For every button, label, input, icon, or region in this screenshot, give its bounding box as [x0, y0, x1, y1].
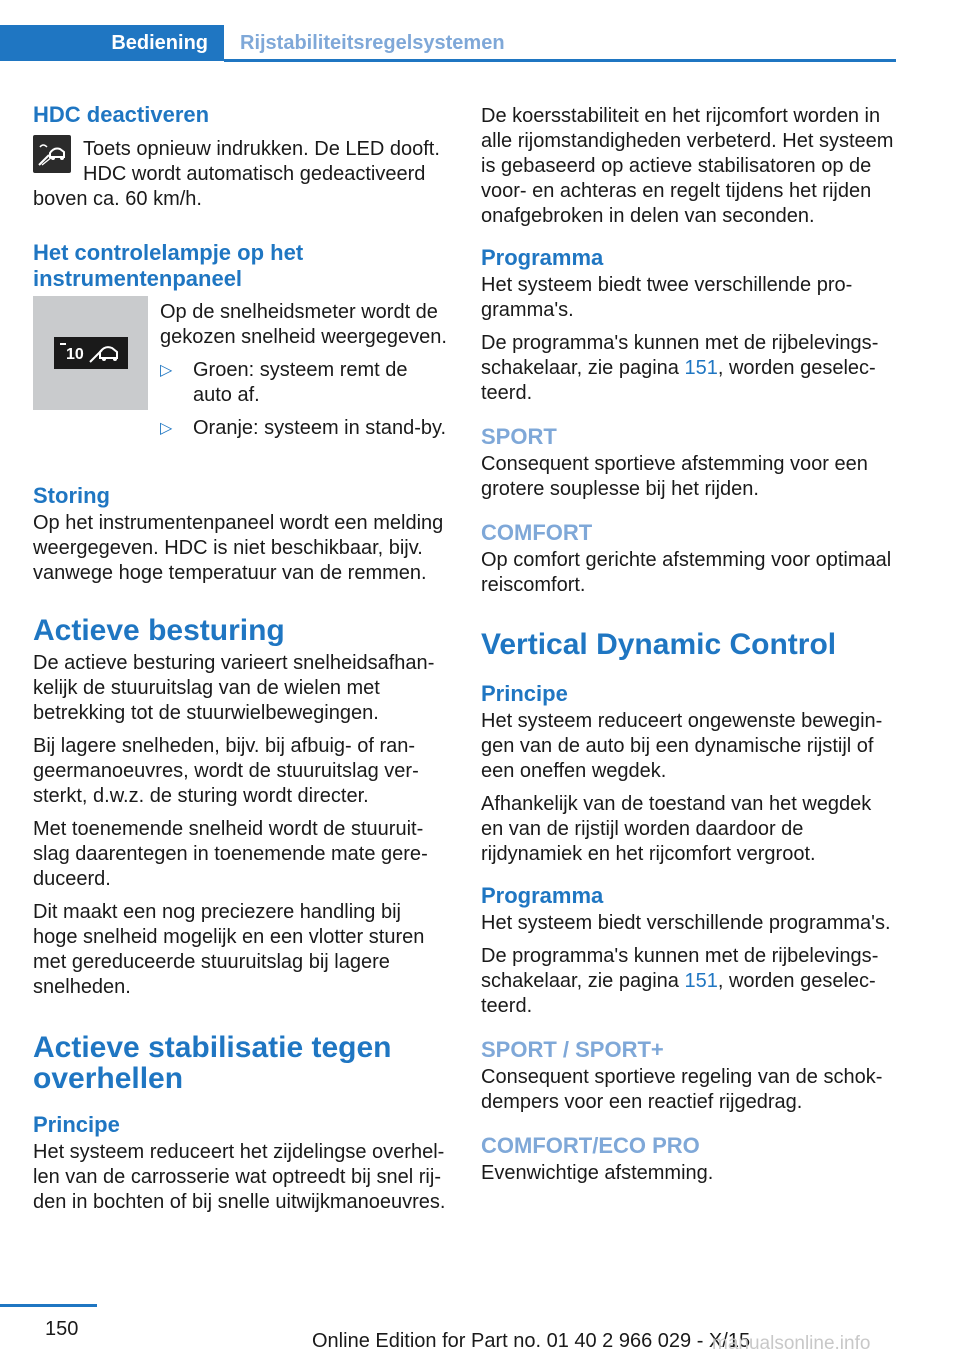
- actieve-stabilisatie-text: Het systeem reduceert het zijdelingse overhellen van de carrosserie wat optreedt bij snel rijden in bochten of bij snelle uitwijkmanoeuvres.: [33, 1141, 446, 1213]
- storing-text: Op het instrumentenpaneel wordt een melding weergegeven. HDC is niet beschikbaar, bijv. vanwege hoge temperatuur van de remmen.: [33, 512, 444, 584]
- vdc-principe-heading: Principe: [481, 681, 568, 706]
- watermark-text: manualsonline.info: [712, 1333, 871, 1354]
- edition-text: Online Edition for Part no. 01 40 2 966 029 - X/15: [312, 1330, 751, 1352]
- triangle-bullet-icon: ▷: [160, 420, 173, 437]
- hdc-button-icon: [33, 135, 71, 173]
- page-link-151[interactable]: 151: [684, 970, 718, 992]
- header-divider: [224, 59, 896, 62]
- speedometer-indicator-image: [33, 296, 148, 410]
- comfort-eco-pro-text: Evenwichtige afstemming.: [481, 1162, 714, 1184]
- actieve-besturing-p4: Dit maakt een nog preciezere handling bij hoge snelheid mogelijk en een vlotter sturen met gereduceerde stuuruitslag bij lagere snelheden.: [33, 901, 425, 998]
- hdc-deactivate-heading: HDC deactiveren: [33, 102, 210, 127]
- stabilisation-intro: De koersstabiliteit en het rijcomfort worden in alle rijomstandigheden verbeterd. Het systeem is gebaseerd op actieve stabilisatoren op de voor- en achteras en regelt tijdens het rijden onafgebroken in delen van seconden.: [481, 105, 894, 227]
- programma-text-2: Het systeem biedt verschillende programma's.: [481, 912, 891, 934]
- hdc-indicator-lamp: [54, 337, 128, 369]
- vdc-text-2: Afhankelijk van de toestand van het wegdek en van de rijstijl worden daardoor de rijdynamiek en het rijcomfort vergroot.: [481, 793, 872, 865]
- vertical-dynamic-control-heading: Vertical Dynamic Control: [481, 628, 837, 661]
- actieve-besturing-p3: Met toenemende snelheid wordt de stuuruitslag daarentegen in toenemende mate gereduceerd.: [33, 818, 428, 890]
- programma-heading-1: Programma: [481, 245, 604, 270]
- comfort-heading: COMFORT: [481, 520, 593, 545]
- actieve-besturing-heading: Actieve besturing: [33, 614, 285, 647]
- footer-divider: [0, 1304, 97, 1307]
- actieve-stabilisatie-heading: Actieve stabilisatie tegen overhellen: [33, 1031, 392, 1095]
- page-link-151[interactable]: 151: [684, 357, 718, 379]
- sport-plus-heading: SPORT / SPORT+: [481, 1037, 664, 1062]
- indicator-lamp-heading: Het controlelampje op het instrumentenpaneel: [33, 240, 304, 291]
- actieve-besturing-p1: De actieve besturing varieert snelheidsafhankelijk de stuuruitslag van de wielen met betrekking tot de stuurwielbewegingen.: [33, 652, 435, 724]
- comfort-text: Op comfort gerichte afstemming voor optimaal reiscomfort.: [481, 549, 892, 596]
- right-column: [481, 100, 895, 1194]
- programma-text-1: Het systeem biedt twee verschillende programma's.: [481, 274, 853, 321]
- list-item: ▷ Oranje: systeem in stand-by.: [160, 417, 447, 439]
- tab-rijstabiliteitsregelsystemen[interactable]: Rijstabiliteitsregelsystemen: [240, 32, 505, 54]
- left-column: [33, 100, 447, 1223]
- actieve-stabilisatie-principe: Principe: [33, 1112, 120, 1137]
- list-item: ▷ Groen: systeem remt de auto af.: [160, 359, 408, 406]
- tab-bediening[interactable]: Bediening: [0, 25, 224, 61]
- programma-reference-1: De programma's kunnen met de rijbelevingsschakelaar, zie pagina 151, worden geselecteerd.: [481, 332, 879, 404]
- hdc-deactivate-text: Toets opnieuw indrukken. De LED dooft. HDC wordt automatisch gedeactiveerd boven ca. 60 km/h.: [33, 138, 440, 210]
- sport-text: Consequent sportieve afstemming voor een grotere souplesse bij het rijden.: [481, 453, 868, 500]
- sport-heading: SPORT: [481, 424, 557, 449]
- sport-plus-text: Consequent sportieve regeling van de schokdempers voor een reactief rijgedrag.: [481, 1066, 883, 1113]
- programma-reference-2: De programma's kunnen met de rijbelevingsschakelaar, zie pagina 151, worden geselecteerd.: [481, 945, 879, 1017]
- triangle-bullet-icon: ▷: [160, 362, 173, 379]
- indicator-color-list: [160, 358, 447, 449]
- programma-heading-2: Programma: [481, 883, 604, 908]
- vdc-text-1: Het systeem reduceert ongewenste bewegingen van de auto bij een dynamische rijstijl of een oneffen wegdek.: [481, 710, 883, 782]
- actieve-besturing-p2: Bij lagere snelheden, bijv. bij afbuig- of rangeermanoeuvres, wordt de stuuruitslag versterkt, d.w.z. de sturing wordt directer.: [33, 735, 419, 807]
- comfort-eco-pro-heading: COMFORT/ECO PRO: [481, 1133, 700, 1158]
- header-bar: [0, 0, 960, 62]
- indicator-speed-number: 10: [66, 346, 84, 363]
- page-number: 150: [45, 1318, 79, 1340]
- indicator-lamp-text: Op de snelheidsmeter wordt de gekozen snelheid weergegeven.: [160, 301, 447, 348]
- storing-heading: Storing: [33, 483, 110, 508]
